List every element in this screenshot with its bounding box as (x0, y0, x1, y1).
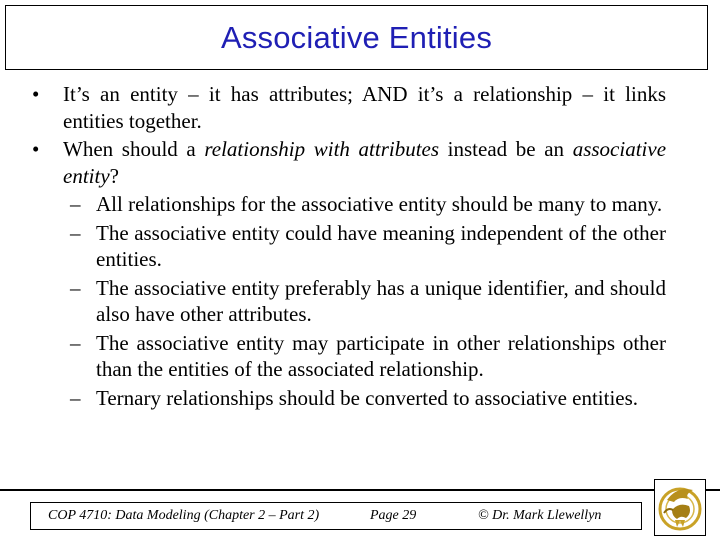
sub-bullet-item (30, 385, 666, 412)
sub-bullet-item (30, 191, 666, 218)
sub-bullet-text: All relationships for the associative entity should be many to many. (96, 192, 663, 216)
footer-divider (0, 489, 720, 491)
slide-title: Associative Entities (220, 19, 493, 55)
dash-marker: – (70, 330, 81, 355)
dash-marker: – (70, 192, 81, 216)
emphasis-text: associative entity (63, 137, 667, 188)
slide-body (30, 81, 666, 413)
title-box (5, 5, 708, 70)
bullet-text-part: ? (109, 163, 119, 188)
bullet-text (63, 137, 666, 188)
bullet-item (30, 81, 666, 134)
bullet-text-part: instead be an (439, 137, 573, 161)
sub-bullet-text: The associative entity preferably has a unique identifier, and should also have other attributes. (96, 275, 666, 326)
sub-bullet-item (30, 275, 666, 328)
bullet-text-part: When should a (63, 137, 205, 161)
dash-marker: – (70, 220, 81, 245)
footer (30, 502, 642, 530)
pegasus-logo-graphic (655, 480, 705, 535)
bullet-marker: • (32, 82, 40, 106)
dash-marker: – (70, 385, 81, 410)
footer-page-number: Page 29 (370, 508, 417, 523)
bullet-text: It’s an entity – it has attributes; AND it’s a relationship – it links entities together. (63, 82, 666, 133)
bullet-marker: • (32, 137, 40, 161)
sub-bullet-text: The associative entity could have meaning independent of the other entities. (96, 220, 666, 271)
emphasis-text: relationship with attributes (204, 137, 440, 161)
footer-course: COP 4710: Data Modeling (Chapter 2 – Part 2) (48, 508, 320, 523)
footer-copyright: © Dr. Mark Llewellyn (478, 508, 602, 523)
sub-bullet-text: The associative entity may participate in other relationships other than the entities of the associated relationship. (96, 330, 666, 381)
dash-marker: – (70, 275, 81, 300)
sub-bullet-item (30, 220, 666, 273)
sub-bullet-item (30, 330, 666, 383)
sub-bullet-text: Ternary relationships should be converted to associative entities. (96, 385, 639, 410)
pegasus-logo-icon (654, 479, 706, 536)
bullet-item (30, 136, 666, 189)
